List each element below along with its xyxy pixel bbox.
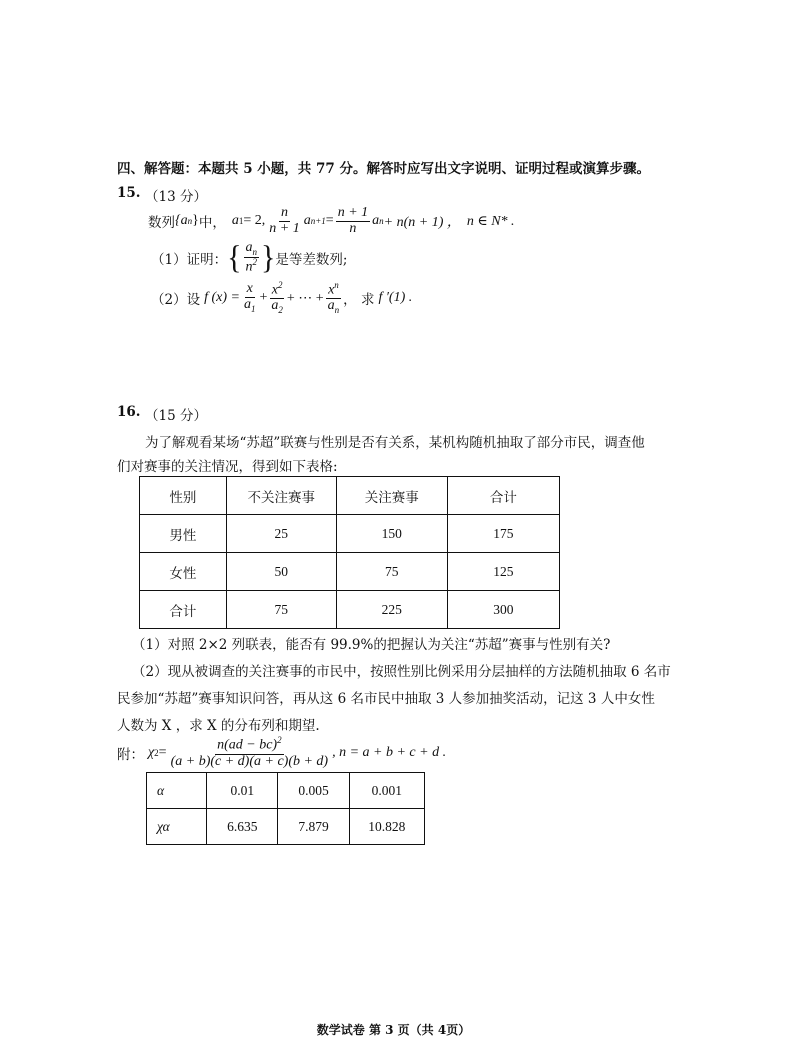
critical-value-table — [146, 772, 425, 845]
table-cell: 女性 — [140, 553, 227, 591]
table-cell: 75 — [336, 553, 447, 591]
q15-part2-f: f (x) = — [204, 290, 240, 305]
section-header: 四、解答题：本题共 5 小题，共 77 分。解答时应写出文字说明、证明过程或演算步骤。 — [117, 161, 650, 177]
table-row — [140, 591, 560, 629]
table-cell: 50 — [226, 553, 336, 591]
q15-part2-dots: + ⋯ + — [286, 290, 324, 306]
table-cell: 150 — [336, 515, 447, 553]
table-cell: 175 — [447, 515, 559, 553]
gender-attention-table — [139, 476, 560, 629]
q15-rest2: + n(n + 1) ， — [383, 215, 461, 230]
q15-number: 15. — [117, 185, 141, 201]
table-cell: 0.01 — [207, 773, 278, 809]
q15-frac2: $\frac{n + 1}{n}$ — [337, 204, 369, 236]
q15-part1-tail: 是等差数列; — [275, 252, 348, 268]
q15-stem-prefix: 数列 — [148, 215, 175, 231]
chi-eq: = — [158, 745, 167, 760]
q16-score: （15 分） — [145, 408, 207, 424]
q16-part1: （1）对照 2×2 列联表，能否有 99.9%的把握认为关注“苏超”赛事与性别有关? — [132, 637, 611, 653]
table-row — [147, 773, 425, 809]
table-header-cell: 关注赛事 — [336, 477, 447, 515]
table-cell: 0.005 — [278, 773, 349, 809]
q16-part2-line3: 人数为 X ，求 X 的分布列和期望. — [117, 718, 320, 734]
q15-part1-label: （1）证明： — [151, 252, 228, 268]
q15-part2-t1: $\frac{x}{a_1}$ — [243, 281, 256, 314]
table-cell: 合计 — [140, 591, 227, 629]
table-cell: χα — [147, 809, 207, 845]
table-cell: 225 — [336, 591, 447, 629]
table-cell: 25 — [226, 515, 336, 553]
q16-intro-line2: 们对赛事的关注情况，得到如下表格: — [117, 459, 338, 475]
q16-part2-line1: （2）现从被调查的关注赛事的市民中，按照性别比例采用分层抽样的方法随机抽取 6 名市 — [132, 664, 671, 680]
table-cell: 0.001 — [349, 773, 424, 809]
q15-eq: = — [325, 213, 334, 228]
q15-part1-frac: $\frac{a_n}{n^2}$ — [245, 239, 257, 275]
q15-an1: a — [303, 213, 311, 228]
table-header-cell: 合计 — [447, 477, 559, 515]
q15-part2-ask: f ′(1) . — [378, 290, 413, 305]
q16-intro-line1: 为了解观看某场“苏超”联赛与性别是否有关系，某机构随机抽取了部分市民，调查他 — [145, 435, 645, 451]
table-cell: 男性 — [140, 515, 227, 553]
q15-score: （13 分） — [145, 189, 207, 205]
table-header-cell: 性别 — [140, 477, 227, 515]
q15-part2-tail: ， 求 — [343, 292, 375, 308]
table-row — [147, 809, 425, 845]
q16-number: 16. — [117, 404, 141, 420]
q15-frac1: $\frac{n}{n + 1}$ — [269, 204, 300, 236]
table-row — [140, 553, 560, 591]
q15-stem-zhong: 中， — [198, 215, 226, 231]
q16-appendix: 附： χ 2 = $\frac{n(ad - bc)^2}{(a + b)(c + d)(a + c)(b + d)}$ , n = a + b + c + d . — [117, 735, 447, 769]
table-row — [140, 515, 560, 553]
table-header-row — [140, 477, 560, 515]
q15-part2-tn: $\frac{x^n}{a_n}$ — [327, 279, 340, 315]
q15-rest: a — [372, 213, 380, 228]
q15-stem: 数列 {a n } 中， a 1 = 2, $\frac{n}{n + 1}$ a n+1 = $\frac{n + 1}{n}$ a n + n(n + 1) ， n ∈ N* . — [148, 204, 515, 236]
page-footer: 数学试卷 第 3 页（共 4页） — [316, 1023, 471, 1037]
chi-square-fraction: $\frac{n(ad - bc)^2}{(a + b)(c + d)(a + c)(b + d)}$ — [170, 735, 329, 769]
q15-seq-name: {a — [175, 213, 188, 228]
q15-seq-close: } — [192, 213, 199, 228]
table-cell: 6.635 — [207, 809, 278, 845]
q15-domain: n ∈ N* . — [466, 213, 515, 229]
chi-tail: , n = a + b + c + d . — [332, 745, 447, 760]
table-cell: α — [147, 773, 207, 809]
table-cell: 75 — [226, 591, 336, 629]
q15-a1: a — [231, 213, 239, 228]
q15-part2: （2）设 f (x) = $\frac{x}{a_1}$ + $\frac{x^2}{a_2}$ + ⋯ + $\frac{x^n}{a_n}$ ， 求 f ′(1) . — [151, 279, 413, 315]
q15-part2-t2: $\frac{x^2}{a_2}$ — [271, 279, 283, 315]
q16-part2-line2: 民参加“苏超”赛事知识问答，再从这 6 名市民中抽取 3 人参加抽奖活动，记这 3 人中女性 — [117, 691, 655, 707]
chi-lhs: χ — [148, 745, 155, 760]
q15-part2-label: （2）设 — [151, 292, 201, 308]
appendix-label: 附： — [117, 747, 144, 763]
table-cell: 300 — [447, 591, 559, 629]
q15-a1-val: = 2, — [243, 213, 266, 228]
table-cell: 7.879 — [278, 809, 349, 845]
table-cell: 125 — [447, 553, 559, 591]
table-cell: 10.828 — [349, 809, 424, 845]
q15-part1: （1）证明： { $\frac{a_n}{n^2}$ } 是等差数列; — [151, 239, 348, 276]
table-header-cell: 不关注赛事 — [226, 477, 336, 515]
